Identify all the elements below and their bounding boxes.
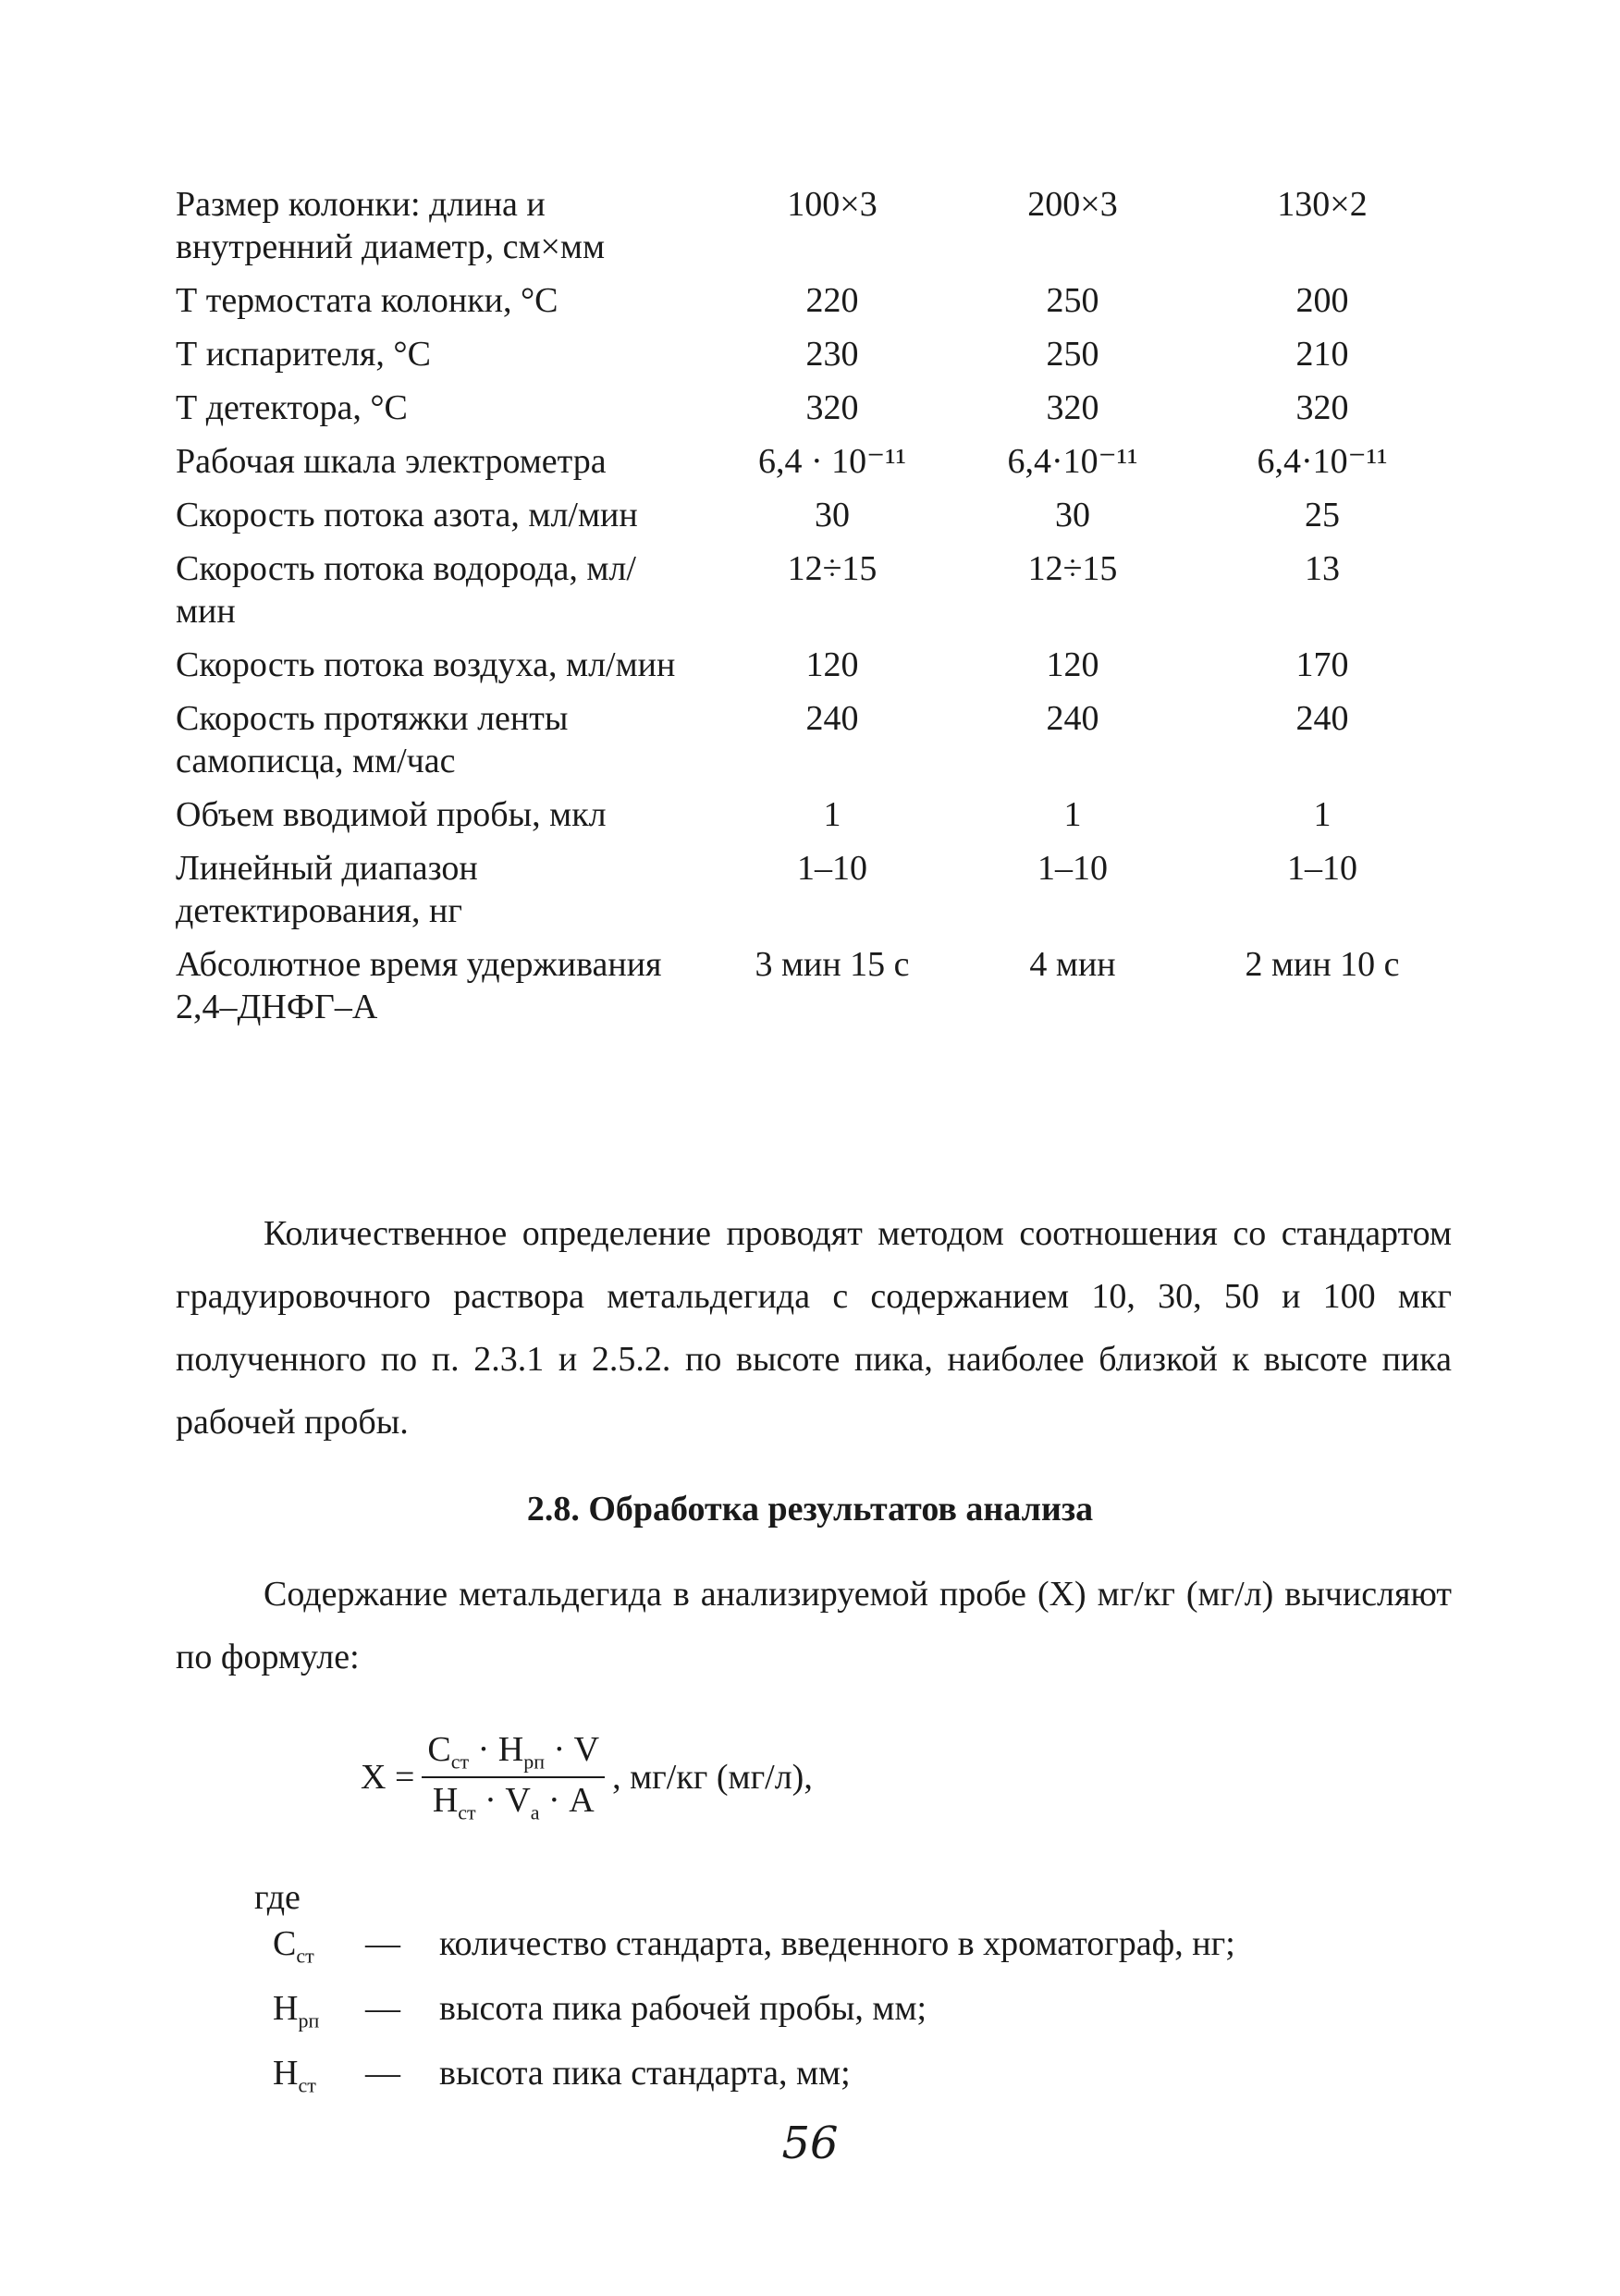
formula-intro-paragraph: [176, 1563, 1452, 1688]
definition-dash: —: [365, 2054, 400, 2093]
param-value-2: 12÷15: [1027, 549, 1118, 588]
param-label: Т испарителя, °С: [176, 335, 431, 374]
param-value-1: 100×3: [787, 185, 878, 224]
section-heading: 2.8. Обработка результатов анализа: [526, 1490, 1094, 1529]
definition-symbol: [273, 1988, 365, 2033]
definition-dash: —: [365, 1989, 400, 2028]
param-label: Рабочая шкала электрометра: [176, 442, 607, 481]
param-value-3: 13: [1305, 549, 1340, 588]
param-value-3: 210: [1295, 335, 1349, 374]
definitions-list: [273, 1923, 1235, 2118]
param-value-3: 320: [1295, 388, 1349, 427]
definition-item: [273, 1923, 1235, 1988]
param-value-3: 1–10: [1287, 849, 1357, 888]
symbol-a: A: [569, 1780, 595, 1820]
param-value-2: 200×3: [1027, 185, 1118, 224]
param-value-1: 1: [823, 795, 841, 834]
param-value-1: 230: [805, 335, 859, 374]
paragraph-text: Количественное определение проводят методом соотношения со стандартом градуировочного раствора метальдегида с содержанием 10, 30, 50 и 100 мкг полученного по п. 2.3.1 и 2.5.2. по высоте пика, наиболее близкой к высоте пика рабочей пробы.: [176, 1214, 1452, 1442]
param-value-1: 3 мин 15 с: [755, 945, 910, 984]
param-value-3: 240: [1295, 699, 1349, 738]
param-label: Размер колонки: длина и внутренний диаметр, см×мм: [176, 185, 606, 266]
definition-symbol: [273, 2053, 365, 2098]
param-value-3: 1: [1313, 795, 1332, 834]
param-value-1: 12÷15: [787, 549, 878, 588]
param-value-2: 250: [1046, 281, 1099, 320]
subscript: рп: [298, 2008, 320, 2032]
definition-symbol: [273, 1923, 365, 1969]
where-label: где: [254, 1878, 301, 1917]
param-value-3: 25: [1305, 496, 1340, 534]
symbol-h: H: [432, 1780, 459, 1820]
definition-text: высота пика стандарта, мм;: [439, 2054, 851, 2093]
subscript: ст: [298, 2073, 316, 2097]
param-label: Линейный диапазон детектирования, нг: [176, 849, 478, 930]
definition-item: [273, 2053, 1235, 2118]
multiply-dot: ·: [469, 1730, 498, 1769]
param-label: Т детектора, °С: [176, 388, 408, 427]
table-row: [176, 697, 1452, 793]
param-label: Скорость протяжки ленты самописца, мм/час: [176, 699, 569, 780]
multiply-dot: ·: [539, 1780, 570, 1820]
table-row: [176, 644, 1452, 697]
formula-fraction: [422, 1729, 605, 1824]
definition-text: количество стандарта, введенного в хроматограф, нг;: [439, 1924, 1235, 1963]
param-value-2: 6,4·10⁻¹¹: [1007, 442, 1138, 481]
table-row: [176, 333, 1452, 387]
definition-dash: —: [365, 1924, 400, 1963]
table-row: [176, 387, 1452, 440]
multiply-dot: ·: [475, 1780, 506, 1820]
table-row: [176, 943, 1452, 1028]
table-row: [176, 547, 1452, 644]
param-value-1: 320: [805, 388, 859, 427]
param-value-2: 4 мин: [1029, 945, 1116, 984]
definition-text: высота пика рабочей пробы, мм;: [439, 1989, 927, 2028]
param-label: Скорость потока водорода, мл/мин: [176, 549, 636, 631]
formula-lhs: X =: [361, 1757, 415, 1797]
param-value-2: 1–10: [1037, 849, 1108, 888]
param-label: Объем вводимой пробы, мкл: [176, 795, 607, 834]
symbol-v: V: [505, 1780, 531, 1820]
param-value-2: 240: [1046, 699, 1099, 738]
param-value-1: 6,4 · 10⁻¹¹: [758, 442, 906, 481]
parameters-table: [176, 183, 1452, 1028]
param-value-3: 170: [1295, 645, 1349, 684]
table-row: [176, 279, 1452, 333]
param-value-1: 1–10: [797, 849, 867, 888]
formula-denominator: [427, 1778, 600, 1825]
param-label: Абсолютное время удерживания 2,4–ДНФГ–А: [176, 945, 662, 1026]
param-value-3: 200: [1295, 281, 1349, 320]
symbol: H: [273, 2054, 299, 2093]
param-label: Т термостата колонки, °С: [176, 281, 558, 320]
table-row: [176, 793, 1452, 847]
calculation-formula: [361, 1729, 813, 1824]
subscript: а: [530, 1800, 540, 1824]
page-number: 56: [781, 2118, 839, 2169]
definition-item: [273, 1988, 1235, 2053]
param-label: Скорость потока азота, мл/мин: [176, 496, 638, 534]
param-value-3: 130×2: [1277, 185, 1368, 224]
table-row: [176, 847, 1452, 943]
symbol-c: C: [427, 1730, 451, 1769]
multiply-dot: ·: [545, 1730, 574, 1769]
subscript: ст: [296, 1944, 314, 1968]
param-value-1: 220: [805, 281, 859, 320]
table-row: [176, 183, 1452, 279]
table-row: [176, 494, 1452, 547]
param-value-2: 120: [1046, 645, 1099, 684]
symbol: C: [273, 1924, 297, 1963]
param-value-1: 120: [805, 645, 859, 684]
param-value-3: 6,4·10⁻¹¹: [1257, 442, 1388, 481]
param-label: Скорость потока воздуха, мл/мин: [176, 645, 676, 684]
param-value-1: 30: [815, 496, 850, 534]
subscript: рп: [523, 1750, 546, 1774]
symbol: H: [273, 1989, 299, 2028]
param-value-2: 320: [1046, 388, 1099, 427]
param-value-2: 1: [1063, 795, 1082, 834]
param-value-3: 2 мин 10 с: [1245, 945, 1400, 984]
subscript: ст: [450, 1750, 470, 1774]
paragraph-text: Содержание метальдегида в анализируемой пробе (X) мг/кг (мг/л) вычисляют по формуле:: [176, 1575, 1452, 1676]
formula-units: , мг/кг (мг/л),: [612, 1757, 813, 1797]
formula-numerator: [422, 1729, 605, 1778]
symbol-h: H: [497, 1730, 524, 1769]
symbol-v: V: [573, 1730, 600, 1769]
quantification-paragraph: [176, 1202, 1452, 1454]
subscript: ст: [458, 1800, 476, 1824]
table-row: [176, 440, 1452, 494]
param-value-1: 240: [805, 699, 859, 738]
param-value-2: 250: [1046, 335, 1099, 374]
param-value-2: 30: [1055, 496, 1090, 534]
